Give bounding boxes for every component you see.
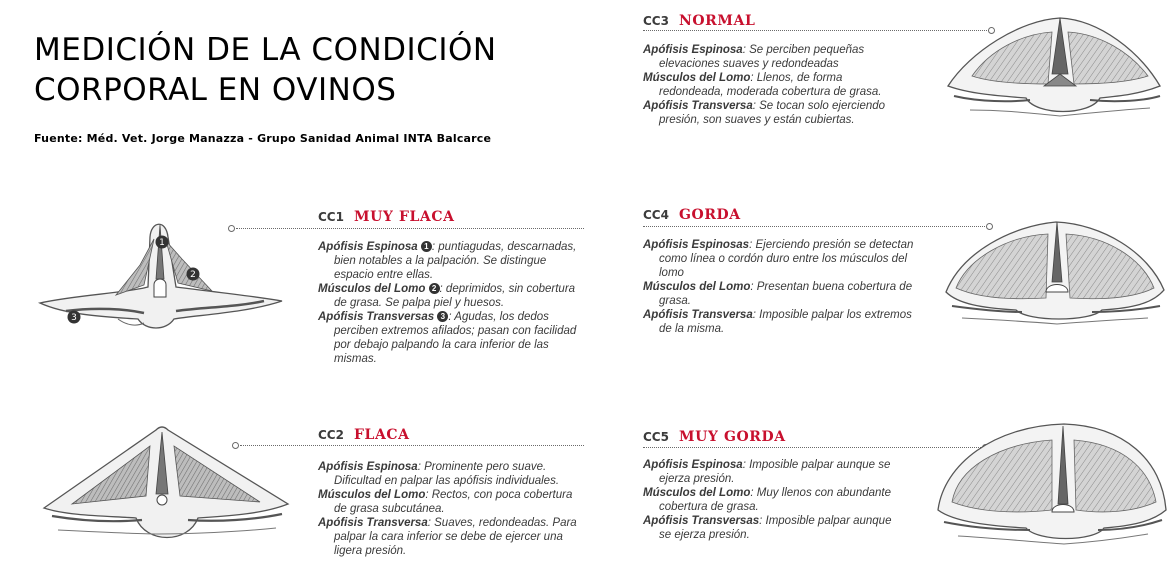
cc1-description	[318, 240, 588, 366]
title-line-1: MEDICIÓN DE LA CONDICIÓN	[34, 32, 497, 68]
cc2-leader-line	[240, 445, 584, 447]
badge-3: 3	[437, 311, 448, 322]
title-line-2: CORPORAL EN OVINOS	[34, 72, 397, 108]
cc2-name: FLACA	[353, 427, 410, 443]
cc1-leader-dot	[228, 225, 235, 232]
cc4-description	[643, 238, 915, 336]
cc5-row-3: Apófisis Transversas: Imposible palpar aunque se ejerza presión.	[643, 515, 892, 541]
cc4-row-3: Apófisis Transversa: Imposible palpar los extremos de la misma.	[643, 309, 912, 335]
cc5-description	[643, 458, 905, 542]
cc1-leader-line	[236, 228, 584, 230]
source-credit: Fuente: Méd. Vet. Jorge Manazza - Grupo Sanidad Animal INTA Balcarce	[34, 132, 492, 145]
marker-1: 1	[159, 238, 165, 248]
cc4-name: GORDA	[678, 207, 741, 223]
badge-1: 1	[421, 241, 432, 252]
cc2-row-1: Apófisis Espinosa: Prominente pero suave. Dificultad en palpar las apófisis individuales.	[318, 461, 560, 487]
cc3-cross-section-illustration	[940, 12, 1166, 128]
cc3-row-3: Apófisis Transversa: Se tocan solo ejerciendo presión, son suaves y están cubiertas.	[643, 100, 886, 126]
cc1-name: MUY FLACA	[353, 209, 455, 225]
cc3-row-1: Apófisis Espinosa: Se perciben pequeñas elevaciones suaves y redondeadas	[643, 44, 865, 70]
cc5-heading	[643, 428, 786, 446]
cc5-code: CC5	[643, 430, 669, 444]
cc1-row-2: Músculos del Lomo 2 : deprimidos, sin cobertura de grasa. Se palpa piel y huesos.	[318, 283, 576, 309]
cc5-cross-section-illustration	[934, 414, 1168, 554]
cc4-row-2: Músculos del Lomo: Presentan buena cobertura de grasa.	[643, 281, 913, 307]
marker-3: 3	[71, 313, 77, 323]
cc3-name: NORMAL	[678, 13, 756, 29]
cc2-leader-dot	[232, 442, 239, 449]
cc4-heading	[643, 206, 741, 224]
cc1-row-1: Apófisis Espinosa 1 : puntiagudas, descarnadas, bien notables a la palpación. Se distingue espacio entre ellas.	[318, 241, 577, 281]
cc3-description	[643, 43, 905, 127]
cc4-leader-line	[643, 226, 987, 228]
cc2-row-3: Apófisis Transversa: Suaves, redondeadas. Para palpar la cara inferior se debe de ejercer una ligera presión.	[318, 517, 577, 557]
cc5-name: MUY GORDA	[678, 429, 786, 445]
cc3-leader-line	[643, 30, 989, 32]
page-title	[34, 30, 497, 110]
cc3-code: CC3	[643, 14, 669, 28]
cc2-code: CC2	[318, 428, 344, 442]
cc2-description	[318, 460, 580, 558]
badge-2: 2	[429, 283, 440, 294]
cc1-cross-section-illustration	[36, 215, 288, 335]
cc1-row-3: Apófisis Transversas 3 : Agudas, los dedos perciben extremos afilados; pasan con facilidad por debajo palpando la cara inferior de las mismas.	[318, 311, 577, 365]
cc1-heading	[318, 208, 455, 226]
cc1-code: CC1	[318, 210, 344, 224]
cc4-code: CC4	[643, 208, 669, 222]
cc4-cross-section-illustration	[942, 212, 1168, 332]
cc2-row-2: Músculos del Lomo: Rectos, con poca cobertura de grasa subcutánea.	[318, 489, 573, 515]
cc3-heading	[643, 12, 755, 30]
cc5-row-1: Apófisis Espinosa: Imposible palpar aunque se ejerza presión.	[643, 459, 891, 485]
cc5-leader-line	[643, 447, 983, 449]
marker-2: 2	[190, 270, 196, 280]
cc5-row-2: Músculos del Lomo: Muy llenos con abundante cobertura de grasa.	[643, 487, 891, 513]
cc2-heading	[318, 426, 410, 444]
cc3-row-2: Músculos del Lomo: Llenos, de forma redondeada, moderada cobertura de grasa.	[643, 72, 882, 98]
cc4-row-1: Apófisis Espinosas: Ejerciendo presión se detectan como línea o cordón duro entre los músculos del lomo	[643, 239, 914, 279]
